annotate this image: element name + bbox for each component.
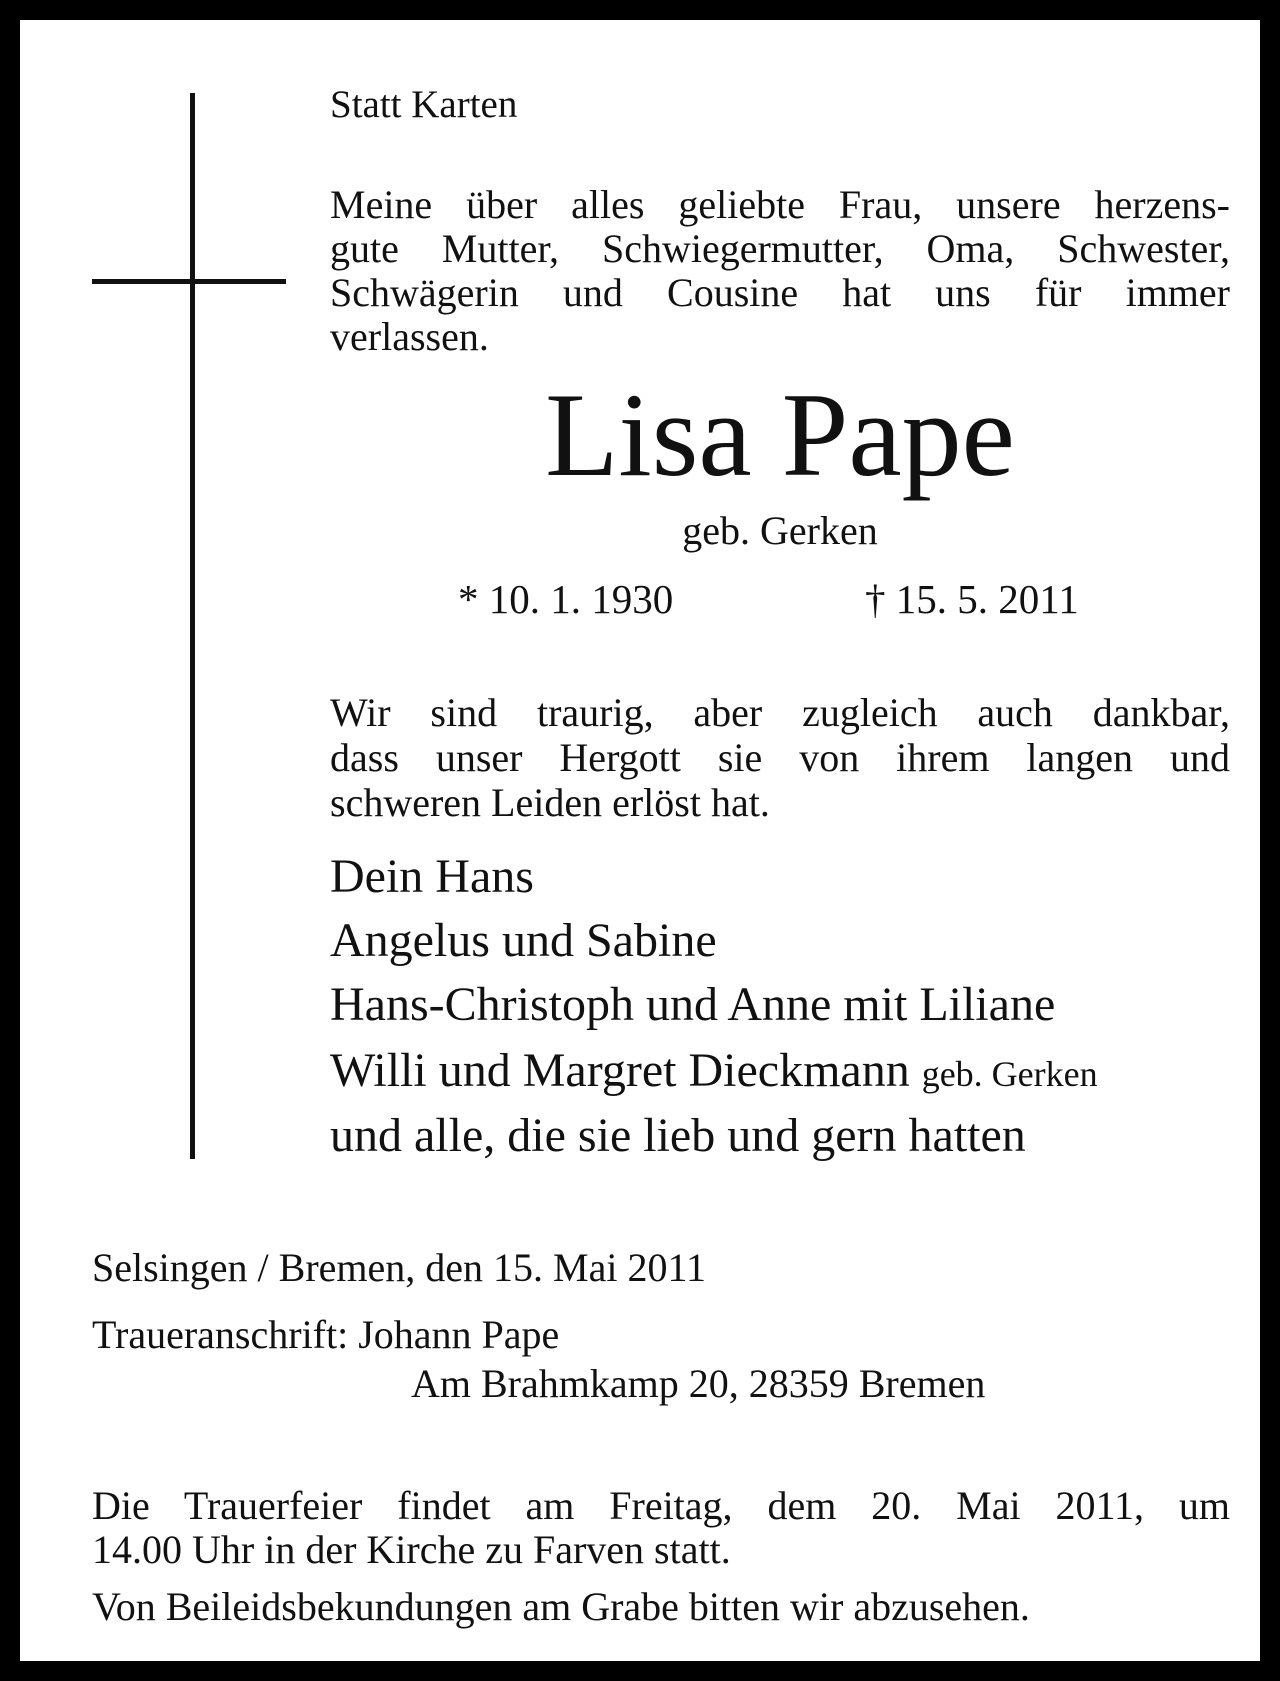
notice-header: Statt Karten bbox=[330, 83, 518, 126]
family-member-line bbox=[330, 1043, 1098, 1102]
intro-line: Schwägerin und Cousine hat uns für immer bbox=[330, 271, 1230, 315]
intro-text bbox=[330, 183, 1230, 359]
birth-date: * 10. 1. 1930 bbox=[458, 576, 674, 622]
condolence-request: Von Beileidsbekundungen am Grabe bitten wir abzusehen. bbox=[92, 1584, 1030, 1629]
ceremony-line: Die Trauerfeier findet am Freitag, dem 20. Mai 2011, um bbox=[92, 1484, 1230, 1528]
mourning-text bbox=[330, 690, 1230, 825]
family-member-line: Angelus und Sabine bbox=[330, 914, 717, 967]
place-and-date: Selsingen / Bremen, den 15. Mai 2011 bbox=[92, 1245, 706, 1290]
cross-icon-horizontal-bar bbox=[92, 279, 286, 284]
ceremony-line: 14.00 Uhr in der Kirche zu Farven statt. bbox=[92, 1527, 731, 1572]
death-date: † 15. 5. 2011 bbox=[865, 576, 1079, 622]
family-member-line: Hans-Christoph und Anne mit Liliane bbox=[330, 978, 1056, 1031]
mourning-address-label: Traueranschrift: Johann Pape bbox=[92, 1312, 560, 1357]
mourning-line: Wir sind traurig, aber zugleich auch dankbar, bbox=[330, 690, 1230, 735]
ceremony-info bbox=[92, 1484, 1230, 1572]
intro-line: verlassen. bbox=[330, 314, 489, 359]
family-member-maiden-name: geb. Gerken bbox=[921, 1054, 1098, 1094]
family-member-name: Willi und Margret Dieckmann bbox=[330, 1044, 910, 1097]
mourning-line: dass unser Hergott sie von ihrem langen und bbox=[330, 735, 1230, 780]
cross-icon-vertical-bar bbox=[190, 93, 195, 1159]
deceased-name: Lisa Pape bbox=[545, 368, 1015, 501]
intro-line: Meine über alles geliebte Frau, unsere herzens- bbox=[330, 183, 1230, 227]
intro-line: gute Mutter, Schwiegermutter, Oma, Schwester, bbox=[330, 227, 1230, 271]
mourning-address-street: Am Brahmkamp 20, 28359 Bremen bbox=[411, 1361, 986, 1406]
family-member-line: Dein Hans bbox=[330, 850, 534, 903]
mourning-line: schweren Leiden erlöst hat. bbox=[330, 780, 770, 825]
family-closing-line: und alle, die sie lieb und gern hatten bbox=[330, 1109, 1026, 1162]
maiden-name: geb. Gerken bbox=[682, 508, 878, 553]
